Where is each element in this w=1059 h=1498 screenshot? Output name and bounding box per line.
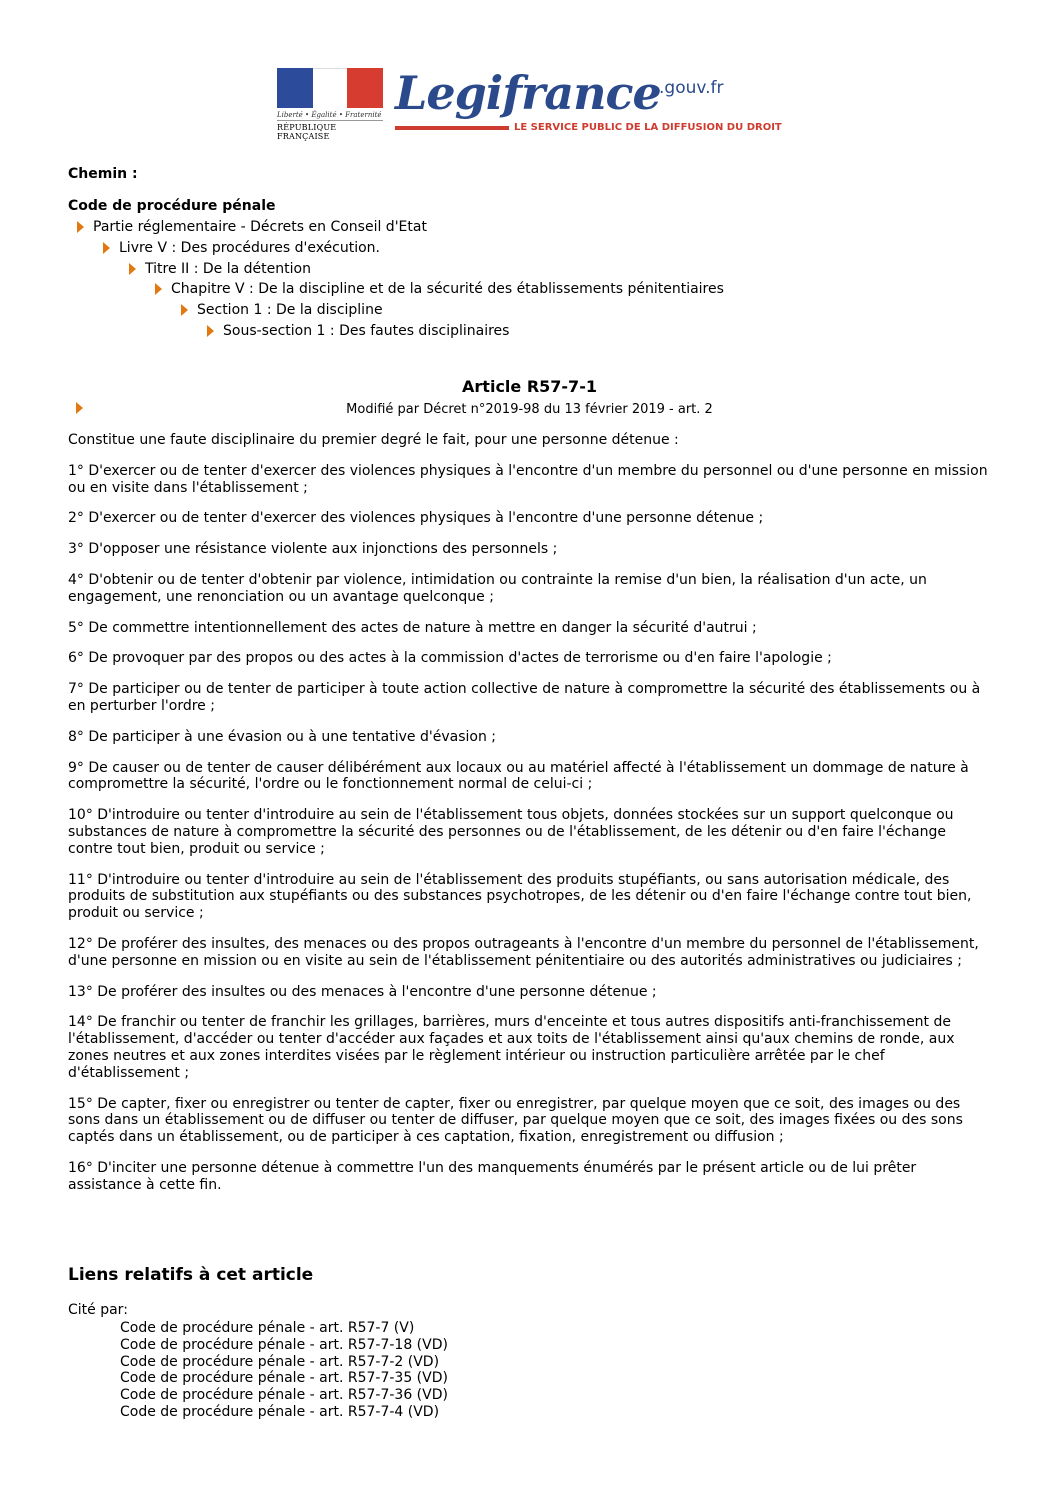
arrow-right-icon	[77, 221, 84, 233]
breadcrumb-label: Section 1 : De la discipline	[197, 302, 383, 318]
republic-motto: Liberté • Égalité • Fraternité	[277, 111, 382, 119]
article-body	[68, 432, 993, 1208]
cited-by-link[interactable]: Code de procédure pénale - art. R57-7-35 (VD)	[120, 1370, 448, 1387]
cited-by-link[interactable]: Code de procédure pénale - art. R57-7-2 (VD)	[120, 1353, 440, 1370]
cited-by-list	[120, 1320, 448, 1421]
breadcrumb-label: Livre V : Des procédures d'exécution.	[119, 240, 381, 256]
article-paragraph: 13° De proférer des insultes ou des menaces à l'encontre d'une personne détenue ;	[68, 983, 657, 1000]
article-paragraph: 9° De causer ou de tenter de causer délibérément aux locaux ou au matériel affecté à l'établissement un dommage de nature à compromettre la sécurité, l'ordre ou le fonctionnement normal de celui-ci ;	[68, 759, 969, 793]
breadcrumb-item[interactable]	[103, 240, 380, 256]
article-paragraph: 16° D'inciter une personne détenue à commettre l'un des manquements énumérés par le présent article ou de lui prêter assistance à cette fin.	[68, 1159, 917, 1193]
arrow-right-icon	[155, 283, 162, 295]
breadcrumb-item[interactable]	[129, 261, 311, 277]
legifrance-logo[interactable]	[277, 66, 787, 141]
article-title: Article R57-7-1	[462, 377, 597, 396]
tagline-bar	[395, 126, 509, 130]
breadcrumb-item[interactable]	[77, 219, 427, 235]
related-links-heading: Liens relatifs à cet article	[68, 1265, 314, 1285]
marianne-flag-icon	[277, 68, 383, 108]
article-paragraph: 6° De provoquer par des propos ou des actes à la commission d'actes de terrorisme ou d'en faire l'apologie ;	[68, 650, 832, 667]
breadcrumb-item[interactable]	[181, 302, 383, 318]
breadcrumb-item[interactable]	[207, 323, 509, 339]
article-paragraph: 10° D'introduire ou tenter d'introduire au sein de l'établissement tous objets, données stockées sur un support quelconque ou substances de nature à compromettre la sécurité des personnes ou de l'établissement, de les détenir ou d'en faire l'échange contre tout bien, produit ou service ;	[68, 807, 954, 857]
republic-label: RÉPUBLIQUE FRANÇAISE	[277, 123, 337, 141]
arrow-right-icon	[103, 242, 110, 254]
article-paragraph: 3° D'opposer une résistance violente aux injonctions des personnels ;	[68, 541, 558, 558]
arrow-right-icon	[207, 325, 214, 337]
article-paragraph: 2° D'exercer ou de tenter d'exercer des violences physiques à l'encontre d'une personne détenue ;	[68, 510, 764, 527]
cited-by-link[interactable]: Code de procédure pénale - art. R57-7-4 (VD)	[120, 1403, 440, 1420]
brand-tagline: LE SERVICE PUBLIC DE LA DIFFUSION DU DROIT	[514, 122, 782, 133]
article-paragraph: 5° De commettre intentionnellement des actes de nature à mettre en danger la sécurité d'autrui ;	[68, 619, 757, 636]
article-paragraph: 12° De proférer des insultes, des menaces ou des propos outrageants à l'encontre d'un membre du personnel de l'établissement, d'une personne en mission ou en visite au sein de l'établissement pénitentiaire ou des autorités administratives ou judiciaires ;	[68, 935, 979, 969]
article-paragraph: 4° D'obtenir ou de tenter d'obtenir par violence, intimidation ou contrainte la remise d'un bien, la réalisation d'un acte, un engagement, une renonciation ou un avantage quelconque ;	[68, 571, 927, 605]
article-modification-note[interactable]: Modifié par Décret n°2019-98 du 13 février 2019 - art. 2	[346, 402, 713, 417]
article-paragraph: 14° De franchir ou tenter de franchir les grillages, barrières, murs d'enceinte et tous autres dispositifs anti-franchissement de l'établissement, d'accéder ou tenter d'accéder aux façades et aux toits de l'établissement ainsi qu'aux chemins de ronde, aux zones neutres et aux zones interdites visées par le règlement intérieur ou instruction particulière arrêtée par le chef d'établissement ;	[68, 1014, 955, 1081]
breadcrumb-label: Titre II : De la détention	[145, 261, 311, 277]
article-paragraph: 7° De participer ou de tenter de participer à toute action collective de nature à compromettre la sécurité des établissements ou à en perturber l'ordre ;	[68, 681, 981, 714]
cited-by-link[interactable]: Code de procédure pénale - art. R57-7-36 (VD)	[120, 1387, 448, 1404]
cited-by-link[interactable]: Code de procédure pénale - art. R57-7 (V)	[120, 1320, 415, 1336]
article-paragraph: 15° De capter, fixer ou enregistrer ou tenter de capter, fixer ou enregistrer, par quelque moyen que ce soit, des images ou des sons dans un établissement ou de diffuser ou tenter de diffuser, par quelque moyen que ce soit, des images fixées ou des sons captés dans un établissement, ou de participer à ces captation, fixation, enregistrement ou diffusion ;	[68, 1095, 963, 1146]
brand-suffix: .gouv.fr	[659, 78, 724, 98]
cited-by-link[interactable]: Code de procédure pénale - art. R57-7-18 (VD)	[120, 1336, 448, 1353]
brand-name: Legifrance	[395, 66, 661, 120]
article-paragraph: 11° D'introduire ou tenter d'introduire au sein de l'établissement des produits stupéfiants, ou sans autorisation médicale, des produits de substitution aux stupéfiants ou des substances psychotropes, de les détenir ou d'en faire l'échange contre tout bien, produit ou service ;	[68, 871, 972, 922]
article-paragraph: Constitue une faute disciplinaire du premier degré le fait, pour une personne détenue :	[68, 432, 679, 448]
article-paragraph: 8° De participer à une évasion ou à une tentative d'évasion ;	[68, 728, 496, 745]
arrow-right-icon	[129, 263, 136, 275]
breadcrumb-item[interactable]	[155, 281, 724, 297]
logo-divider	[277, 120, 383, 121]
code-title: Code de procédure pénale	[68, 198, 276, 214]
cited-by-label: Cité par:	[68, 1302, 128, 1318]
breadcrumb-label: Chapitre V : De la discipline et de la sécurité des établissements pénitentiaires	[171, 281, 724, 297]
article-paragraph: 1° D'exercer ou de tenter d'exercer des violences physiques à l'encontre d'un membre du personnel ou d'une personne en mission ou en visite dans l'établissement ;	[68, 462, 988, 496]
breadcrumb-label: Sous-section 1 : Des fautes disciplinaires	[223, 323, 510, 339]
arrow-right-icon	[181, 304, 188, 316]
path-label: Chemin :	[68, 166, 138, 182]
breadcrumb-label: Partie réglementaire - Décrets en Conseil d'Etat	[93, 219, 427, 235]
